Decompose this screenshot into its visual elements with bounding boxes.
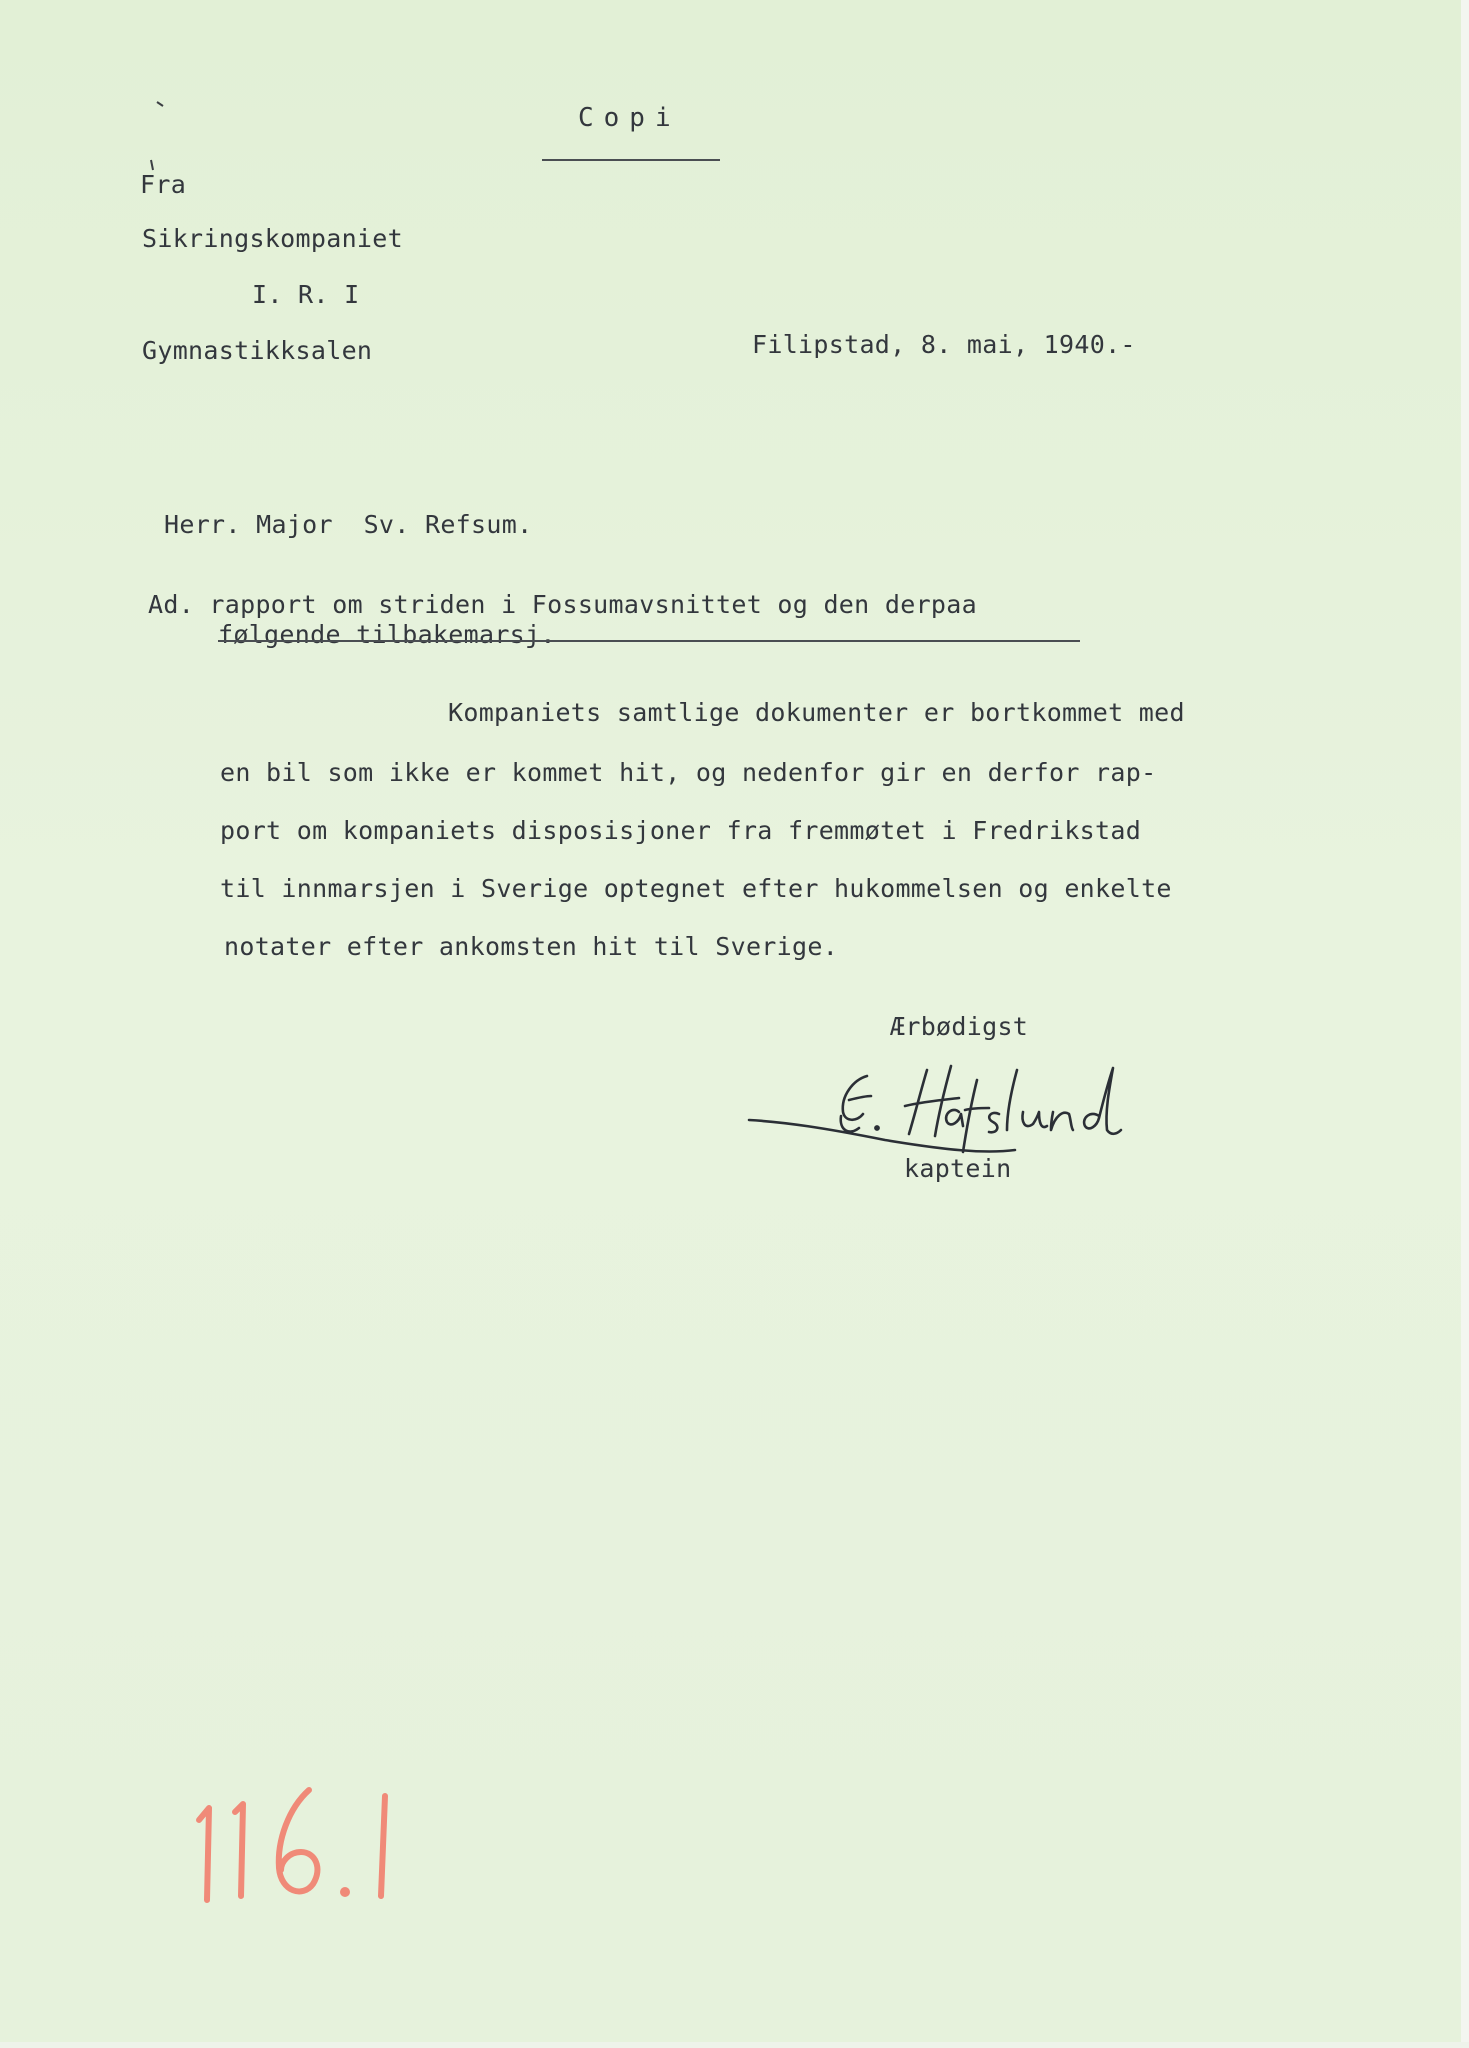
place-date: Filipstad, 8. mai, 1940.- <box>752 330 1136 359</box>
signatory-rank: kaptein <box>904 1154 1012 1183</box>
body-line: en bil som ikke er kommet hit, og nedenfor gir en derfor rap- <box>220 758 1157 787</box>
subject-line-1: Ad. rapport om striden i Fossumavsnittet og den derpaa <box>148 590 977 619</box>
page-edge-right <box>1461 0 1469 2048</box>
closing: Ærbødigst <box>890 1012 1029 1041</box>
handwritten-signature <box>745 1050 1205 1170</box>
title-underline <box>542 159 720 161</box>
body-line: notater efter ankomsten hit til Sverige. <box>224 932 839 961</box>
body-line: til innmarsjen i Sverige optegnet efter hukommelsen og enkelte <box>220 874 1172 903</box>
sender-from-label: Fra <box>140 170 187 199</box>
subject-underline <box>218 640 1080 642</box>
page-edge-bottom <box>0 2042 1469 2048</box>
sender-regiment: I. R. I <box>252 280 360 309</box>
body-line: Kompaniets samtlige dokumenter er bortkommet med <box>448 698 1185 727</box>
sender-location: Gymnastikksalen <box>142 336 373 365</box>
body-line: port om kompaniets disposisjoner fra fremmøtet i Fredrikstad <box>220 816 1142 845</box>
archive-number-annotation <box>185 1780 445 1910</box>
subject-line-2: følgende tilbakemarsj. <box>218 620 556 649</box>
recipient: Herr. Major Sv. Refsum. <box>164 510 533 539</box>
sender-unit: Sikringskompaniet <box>142 224 403 253</box>
document-title: Copi <box>578 103 681 133</box>
